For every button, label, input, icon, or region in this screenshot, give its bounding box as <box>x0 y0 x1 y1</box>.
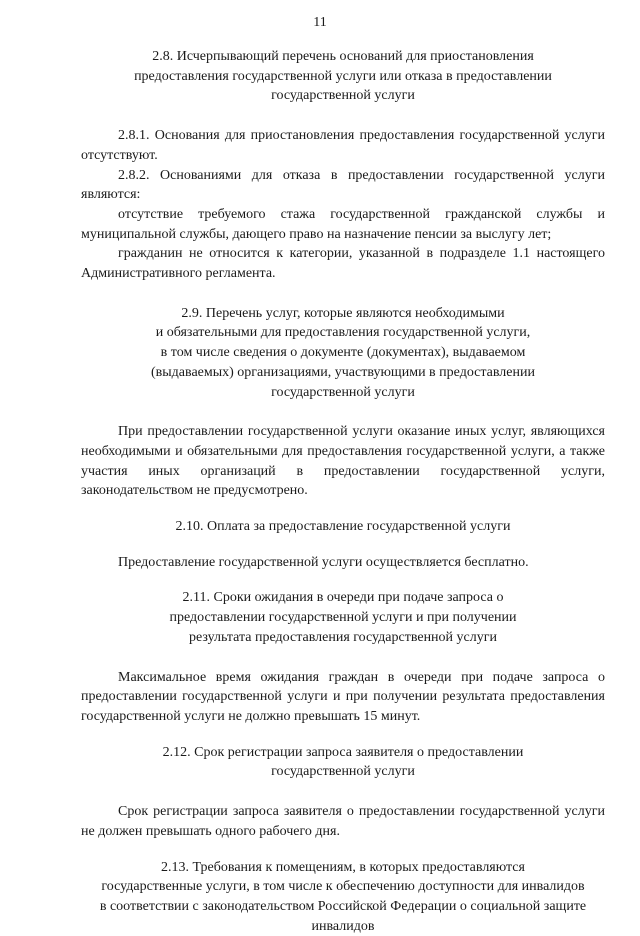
section-2-10-heading <box>81 517 605 537</box>
paragraph-other-services: При предоставлении государственной услуги оказание иных услуг, являющихся необходимыми и обязательными для предоставления государственной услуги, а также участия иных организаций в предоставлении государственной услуги, законодательством не предусмотрено. <box>81 422 605 501</box>
heading-line: 2.9. Перечень услуг, которые являются необходимыми <box>81 304 605 324</box>
heading-line: предоставлении государственной услуги и при получении <box>81 608 605 628</box>
heading-line: (выдаваемых) организациями, участвующими в предоставлении <box>81 363 605 383</box>
section-2-8-heading <box>81 47 605 106</box>
paragraph-free-of-charge: Предоставление государственной услуги осуществляется бесплатно. <box>81 553 605 573</box>
paragraph-2-8-1: 2.8.1. Основания для приостановления предоставления государственной услуги отсутствуют. <box>81 126 605 165</box>
heading-line: государственной услуги <box>81 86 605 106</box>
heading-line: 2.12. Срок регистрации запроса заявителя о предоставлении <box>81 743 605 763</box>
heading-line: инвалидов <box>81 917 605 936</box>
paragraph-registration-term: Срок регистрации запроса заявителя о предоставлении государственной услуги не должен превышать одного рабочего дня. <box>81 802 605 841</box>
section-2-13-heading <box>81 858 605 936</box>
heading-line: в соответствии с законодательством Российской Федерации о социальной защите <box>81 897 605 917</box>
paragraph-no-experience: отсутствие требуемого стажа государственной гражданской службы и муниципальной службы, дающего право на назначение пенсии за выслугу лет; <box>81 205 605 244</box>
heading-line: государственной услуги <box>81 762 605 782</box>
heading-line: 2.8. Исчерпывающий перечень оснований для приостановления <box>81 47 605 67</box>
heading-line: предоставления государственной услуги или отказа в предоставлении <box>81 67 605 87</box>
heading-line: в том числе сведения о документе (документах), выдаваемом <box>81 343 605 363</box>
section-2-12-heading <box>81 743 605 782</box>
page-content <box>81 47 605 936</box>
heading-line: 2.11. Сроки ожидания в очереди при подаче запроса о <box>81 588 605 608</box>
paragraph-waiting-time: Максимальное время ожидания граждан в очереди при подаче запроса о предоставлении государственной услуги и при получении результата предоставления государственной услуги не должно превышать 15 минут. <box>81 668 605 727</box>
section-2-9-heading <box>81 304 605 403</box>
paragraph-not-category: гражданин не относится к категории, указанной в подразделе 1.1 настоящего Административного регламента. <box>81 244 605 283</box>
section-2-11-heading <box>81 588 605 647</box>
heading-line: государственной услуги <box>81 383 605 403</box>
paragraph-2-8-2: 2.8.2. Основаниями для отказа в предоставлении государственной услуги являются: <box>81 166 605 205</box>
heading-line: результата предоставления государственной услуги <box>81 628 605 648</box>
heading-line: 2.10. Оплата за предоставление государственной услуги <box>81 517 605 537</box>
page-number: 11 <box>0 15 640 31</box>
heading-line: 2.13. Требования к помещениям, в которых предоставляются <box>81 858 605 878</box>
heading-line: и обязательными для предоставления государственной услуги, <box>81 323 605 343</box>
heading-line: государственные услуги, в том числе к обеспечению доступности для инвалидов <box>81 877 605 897</box>
